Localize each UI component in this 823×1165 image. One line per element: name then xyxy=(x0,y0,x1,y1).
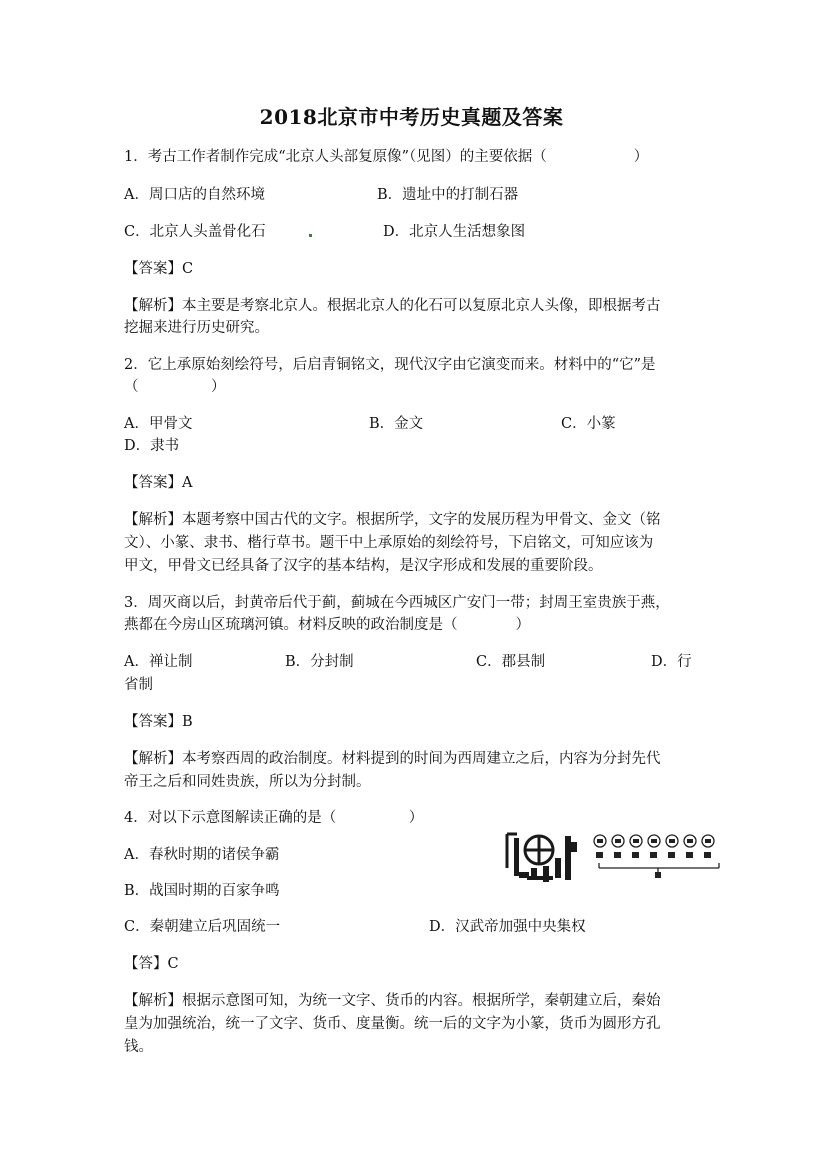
q1-option-d: D．北京人生活想象图 xyxy=(383,224,526,240)
q4-stem: 4．对以下示意图解读正确的是（ ） xyxy=(124,810,424,826)
q3-analysis-line-1: 【解析】本考察西周的政治制度。材料提到的时间为西周建立之后，内容为分封先代 xyxy=(124,751,661,767)
q4-analysis-line-3: 钱。 xyxy=(124,1039,153,1055)
stray-mark xyxy=(309,234,312,237)
coin-illustration xyxy=(505,828,580,886)
q1-analysis-line-1: 【解析】本主要是考察北京人。根据北京人的化石可以复原北京人头像，即根据考古 xyxy=(124,298,661,314)
q4-answer: 【答】C xyxy=(124,956,179,972)
q2-option-c: C．小篆 xyxy=(561,416,616,432)
q3-option-b: B．分封制 xyxy=(285,654,354,670)
q1-option-b: B．遗址中的打制石器 xyxy=(377,187,519,203)
q2-analysis-line-2: 文）、小篆、隶书、楷行草书。题干中上承原始的刻绘符号，下启铭文，可知应该为 xyxy=(124,535,654,551)
q4-option-b: B．战国时期的百家争鸣 xyxy=(124,883,280,899)
q3-option-d-part-1: D．行 xyxy=(651,654,692,670)
q1-analysis-line-2: 挖掘来进行历史研究。 xyxy=(124,320,269,336)
q3-stem-line-2: 燕都在今房山区琉璃河镇。材料反映的政治制度是（ ） xyxy=(124,617,530,633)
q4-option-a: A．春秋时期的诸侯争霸 xyxy=(124,847,280,863)
q3-option-d-part-2: 省制 xyxy=(124,677,153,693)
q4-analysis-line-2: 皇为加强统治，统一了文字、货币、度量衡。统一后的文字为小篆，货币为圆形方孔 xyxy=(124,1016,661,1032)
q4-option-d: D．汉武帝加强中央集权 xyxy=(429,919,586,935)
q3-stem-line-1: 3．周灭商以后，封黄帝后代于蓟，蓟城在今西城区广安门一带；封周王室贵族于燕， xyxy=(124,595,670,611)
q2-analysis-line-3: 甲文，甲骨文已经具备了汉字的基本结构，是汉字形成和发展的重要阶段。 xyxy=(124,558,603,574)
document-title: 2018北京市中考历史真题及答案 xyxy=(259,105,564,129)
q1-option-c: C．北京人头盖骨化石 xyxy=(124,224,266,240)
q3-option-a: A．禅让制 xyxy=(124,654,193,670)
q2-stem-line-1: 2．它上承原始刻绘符号，后启青铜铭文，现代汉字由它演变而来。材料中的“它”是 xyxy=(124,357,656,373)
q2-answer: 【答案】A xyxy=(124,475,193,491)
q3-analysis-line-2: 帝王之后和同姓贵族，所以为分封制。 xyxy=(124,774,371,790)
q2-option-a: A．甲骨文 xyxy=(124,416,193,432)
q1-answer: 【答案】C xyxy=(124,261,194,277)
q4-option-c: C．秦朝建立后巩固统一 xyxy=(124,919,281,935)
script-chart-illustration xyxy=(593,832,728,880)
q2-stem-line-2: （ ） xyxy=(124,379,226,395)
q1-option-a: A．周口店的自然环境 xyxy=(124,187,265,203)
q3-answer: 【答案】B xyxy=(124,714,193,730)
q2-option-d: D．隶书 xyxy=(124,438,180,454)
q1-stem: 1．考古工作者制作完成“北京人头部复原像”（见图）的主要依据（ ） xyxy=(124,149,649,165)
q3-option-c: C．郡县制 xyxy=(476,654,546,670)
q2-option-b: B．金文 xyxy=(369,416,424,432)
q2-analysis-line-1: 【解析】本题考察中国古代的文字。根据所学，文字的发展历程为甲骨文、金文（铭 xyxy=(124,512,661,528)
q4-analysis-line-1: 【解析】根据示意图可知，为统一文字、货币的内容。根据所学，秦朝建立后，秦始 xyxy=(124,993,661,1009)
